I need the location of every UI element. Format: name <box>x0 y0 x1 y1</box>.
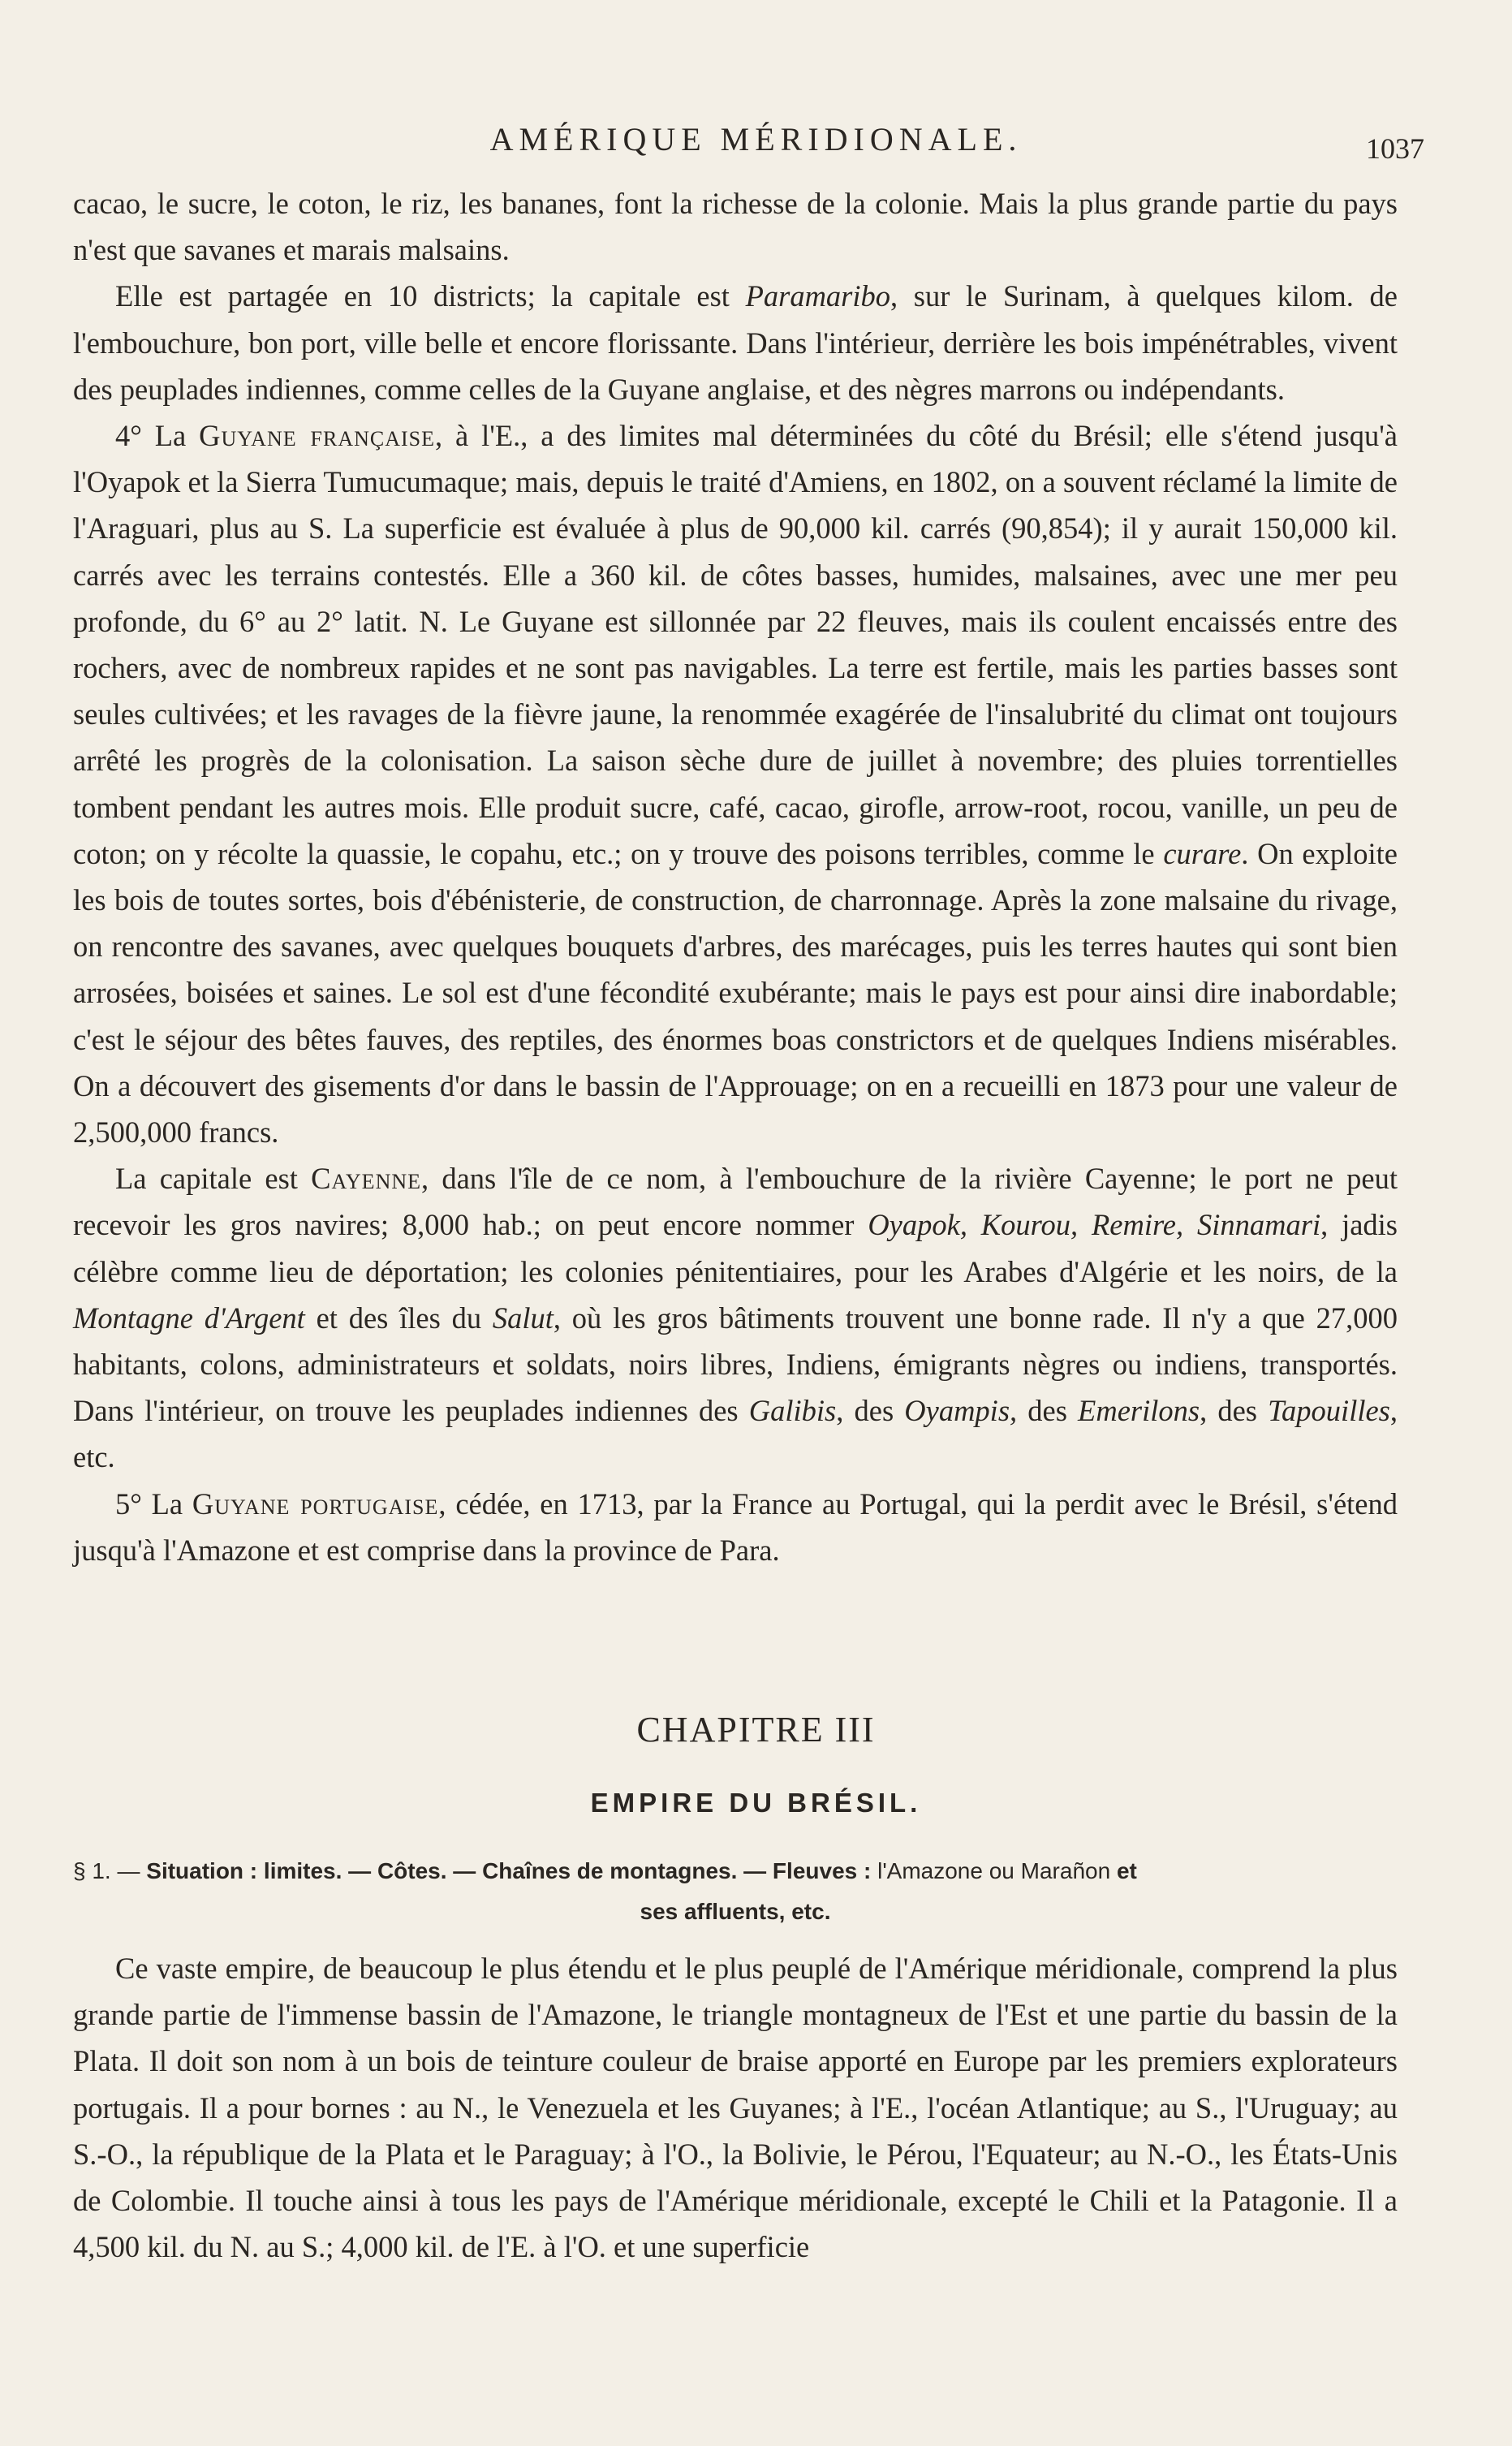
tribe-name: Galibis <box>748 1394 837 1428</box>
place-name: Montagne d'Argent <box>73 1301 305 1335</box>
place-name: Cayenne <box>311 1162 421 1196</box>
lower-text-block <box>73 1945 1398 2270</box>
tribe-name: Oyampis, <box>904 1394 1018 1428</box>
section-heading: Guyane française <box>199 419 435 453</box>
paragraph-guyane-francaise: 4° La Guyane française, à l'E., a des limites mal déterminées du côté du Brésil; elle s'étend jusqu'à l'Oyapok et la Sierra Tumucumaque; mais, depuis le traité d'Amiens, en 1802, on a souvent réclamé la limite de l'Araguari, plus au S. La superficie est évaluée à plus de 90,000 kil. carrés (90,854); il y aurait 150,000 kil. carrés avec les terrains contestés. Elle a 360 kil. de côtes basses, humides, malsaines, avec une mer peu profonde, du 6° au 2° latit. N. Le Guyane est sillonnée par 22 fleuves, mais ils coulent encaissés entre des rochers, avec de nombreux rapides et ne sont pas navigables. La terre est fertile, mais les parties basses sont seules cultivées; et les ravages de la fièvre jaune, la renommée exagérée de l'insalubrité du climat ont toujours arrêté les progrès de la colonisation. La saison sèche dure de juillet à novembre; des pluies torrentielles tombent pendant les autres mois. Elle produit sucre, café, cacao, girofle, arrow-root, rocou, vanille, un peu de coton; on y récolte la quassie, le copahu, etc.; on y trouve des poisons terribles, comme le curare. On exploite les bois de toutes sortes, bois d'ébénisterie, de construction, de charronnage. Après la zone malsaine du rivage, on rencontre des savanes, avec quelques bouquets d'arbres, des marécages, puis les terres hautes qui sont bien arrosées, boisées et saines. Le sol est d'une fécondité exubérante; mais le pays est pour ainsi dire inabordable; c'est le séjour des bêtes fauves, des reptiles, des énormes boas constrictors et de quelques Indiens misérables. On a découvert des gisements d'or dans le bassin de l'Approuage; on en a recueilli en 1873 pour une valeur de 2,500,000 francs. <box>73 419 1398 1150</box>
place-name: Paramaribo <box>745 279 891 313</box>
place-name: Salut <box>492 1301 554 1335</box>
chapter-subtitle: EMPIRE DU BRÉSIL. <box>590 1788 922 1818</box>
paragraph-cayenne: La capitale est Cayenne, dans l'île de ce nom, à l'embouchure de la rivière Cayenne; le port ne peut recevoir les gros navires; 8,000 hab.; on peut encore nommer Oyapok, Kourou, Remire, Sinnamari, jadis célèbre comme lieu de déportation; les colonies pénitentiaires, pour les Arabes d'Algérie et les noirs, de la Montagne d'Argent et des îles du Salut, où les gros bâtiments trouvent une bonne rade. Il n'y a que 27,000 habitants, colons, administrateurs et soldats, noirs libres, Indiens, émigrants nègres ou indiens, transportés. Dans l'intérieur, on trouve les peuplades indiennes des Galibis, des Oyampis, des Emerilons, des Tapouilles, etc. <box>73 1162 1398 1474</box>
section-summary: § 1. — Situation : limites. — Côtes. — Chaînes de montagnes. — Fleuves : l'Amazone ou Marañon et ses affluents, etc. <box>73 1858 1137 1924</box>
chapter-title: CHAPITRE III <box>636 1710 876 1749</box>
page-number: 1037 <box>1366 132 1424 165</box>
paragraph-bresil-intro: Ce vaste empire, de beaucoup le plus étendu et le plus peuplé de l'Amérique méridionale, comprend la plus grande partie de l'immense bassin de l'Amazone, le triangle montagneux de l'Est et une partie du bassin de la Plata. Il doit son nom à un bois de teinture couleur de braise apporté en Europe par les premiers explorateurs portugais. Il a pour bornes : au N., le Venezuela et les Guyanes; à l'E., l'océan Atlantique; au S., l'Uruguay; au S.-O., la république de la Plata et le Paraguay; à l'O., la Bolivie, le Pérou, l'Equateur; au N.-O., les États-Unis de Colombie. Il touche ainsi à tous les pays de l'Amérique méridionale, excepté le Chili et la Patagonie. Il a 4,500 kil. du N. au S.; 4,000 kil. de l'E. à l'O. et une superficie <box>73 1952 1398 2264</box>
place-name: Oyapok, Kourou, Remire, Sinnamari <box>868 1208 1321 1242</box>
paragraph-surinam-districts: Elle est partagée en 10 districts; la capitale est Paramaribo, sur le Surinam, à quelques kilom. de l'embouchure, bon port, ville belle et encore florissante. Dans l'intérieur, derrière les bois impénétrables, vivent des peuplades indiennes, comme celles de la Guyane anglaise, et des nègres marrons ou indépendants. <box>73 279 1398 406</box>
tribe-name: Tapouilles <box>1268 1394 1390 1428</box>
tribe-name: Emerilons <box>1078 1394 1200 1428</box>
paragraph-guyane-portugaise: 5° La Guyane portugaise, cédée, en 1713, par la France au Portugal, qui la perdit avec le Brésil, s'étend jusqu'à l'Amazone et est comprise dans la province de Para. <box>73 1486 1398 1567</box>
upper-text-block <box>73 180 1398 1573</box>
paragraph-surinam-economy: cacao, le sucre, le coton, le riz, les bananes, font la richesse de la colonie. Mais la plus grande partie du pays n'est que savanes et marais malsains. <box>73 187 1398 267</box>
running-header: AMÉRIQUE MÉRIDIONALE. <box>489 121 1023 157</box>
section-heading: Guyane portugaise <box>192 1486 439 1521</box>
italic-term: curare <box>1163 836 1242 870</box>
